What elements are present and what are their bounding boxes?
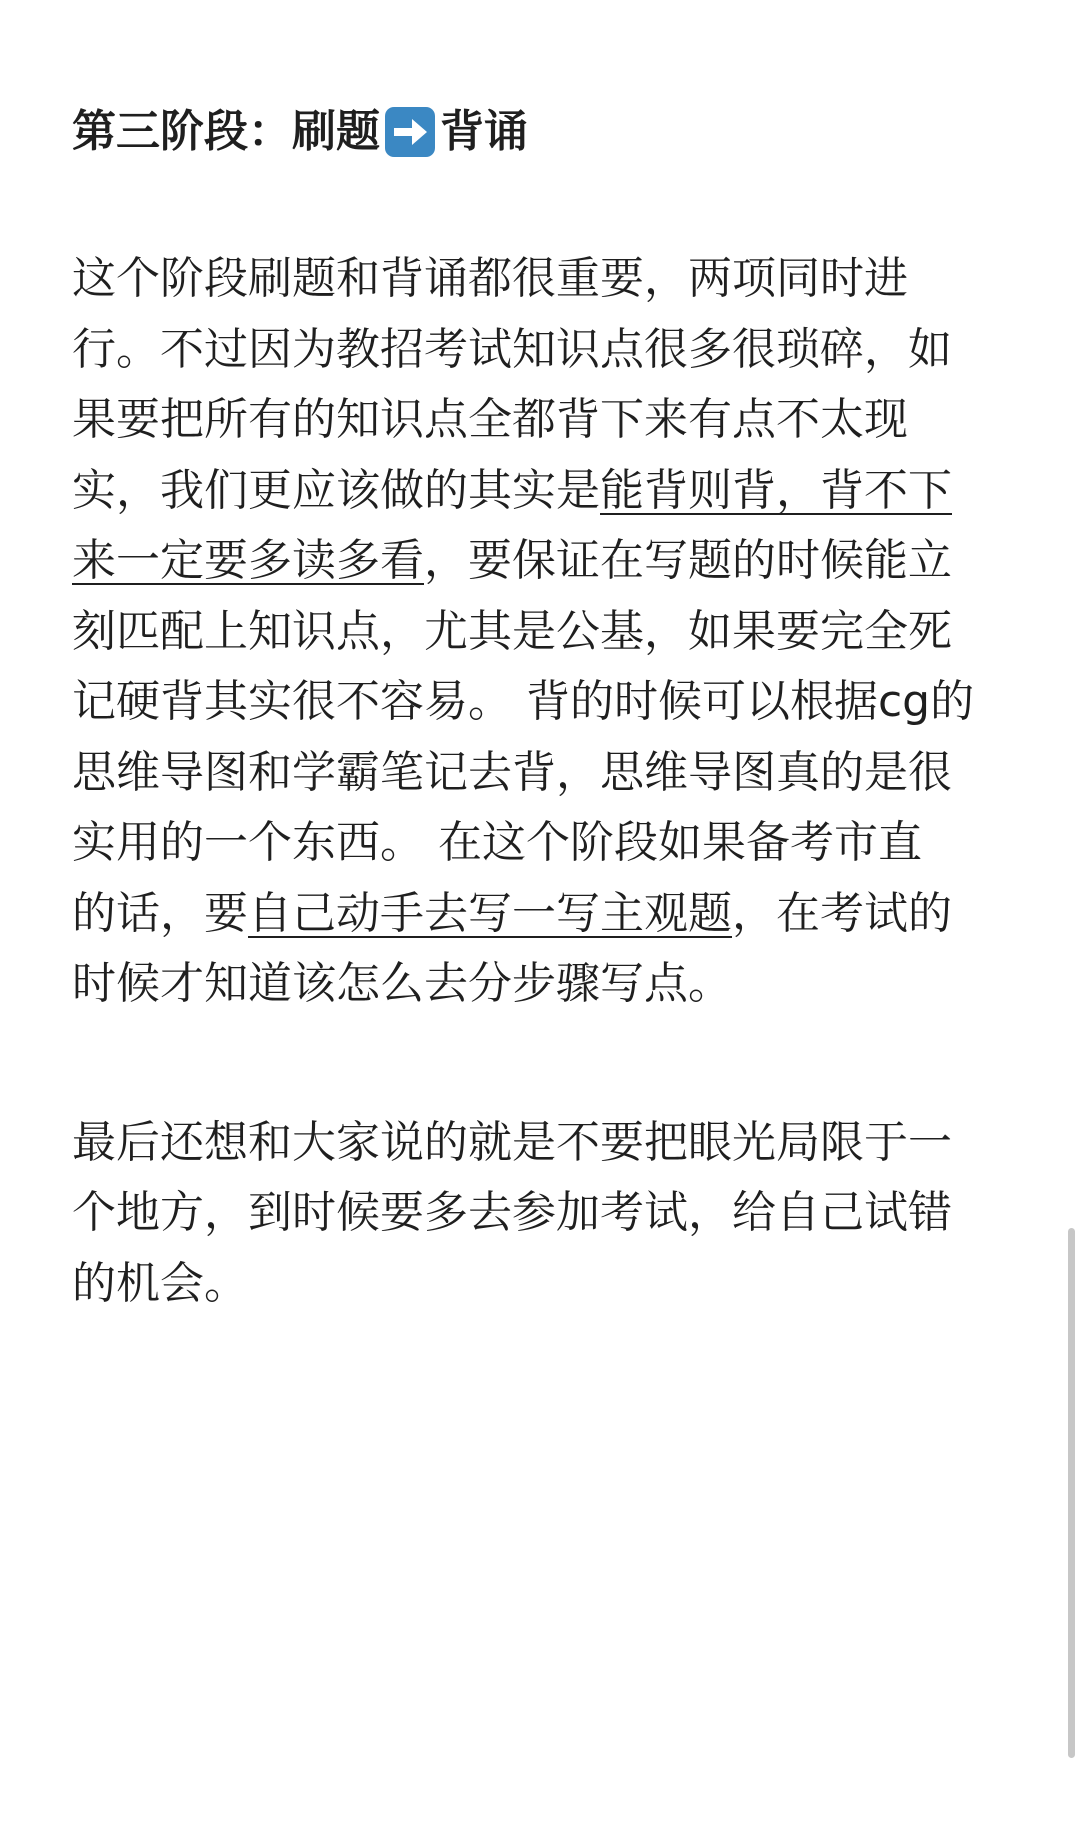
text-line: 最后还想和大家说的就是不要把眼光局限于一 <box>72 1116 952 1168</box>
text-line: 行。不过因为教招考试知识点很多很琐碎，如 <box>72 323 952 375</box>
article-body <box>72 96 1008 1319</box>
underlined-emphasis: 来一定要多读多看 <box>72 535 424 586</box>
text-line: 思维导图和学霸笔记去背，思维导图真的是很 <box>72 746 952 798</box>
text-line <box>72 456 1008 527</box>
paragraph-study-tips <box>72 244 1008 1020</box>
text-line: 刻匹配上知识点，尤其是公基，如果要完全死 <box>72 605 952 657</box>
text-line: 果要把所有的知识点全都背下来有点不太现 <box>72 394 908 445</box>
paragraph-closing <box>72 1108 1008 1320</box>
text-line: 这个阶段刷题和背诵都很重要，两项同时进 <box>72 253 908 304</box>
text-segment: 的话，要 <box>72 887 248 939</box>
text-line: 的机会。 <box>72 1257 248 1309</box>
text-line <box>72 526 1008 597</box>
vertical-scrollbar[interactable] <box>1068 1228 1075 1758</box>
heading-prefix: 第三阶段：刷题 <box>72 106 380 157</box>
text-segment: ，在考试的 <box>732 887 952 939</box>
text-line: 时候才知道该怎么去分步骤写点。 <box>72 958 732 1009</box>
underlined-emphasis: 自己动手去写一写主观题 <box>248 887 732 939</box>
heading-suffix: 背诵 <box>440 106 528 157</box>
text-line <box>72 879 1008 950</box>
text-segment: 实，我们更应该做的其实是 <box>72 464 600 516</box>
section-heading <box>72 96 1008 168</box>
text-line: 实用的一个东西。 在这个阶段如果备考市直 <box>72 817 922 868</box>
text-segment: ，要保证在写题的时候能立 <box>424 535 952 586</box>
underlined-emphasis: 能背则背，背不下 <box>600 464 952 516</box>
right-arrow-emoji-icon <box>382 104 438 160</box>
text-line: 记硬背其实很不容易。 背的时候可以根据cg的 <box>72 676 975 727</box>
text-line: 个地方，到时候要多去参加考试，给自己试错 <box>72 1187 952 1238</box>
